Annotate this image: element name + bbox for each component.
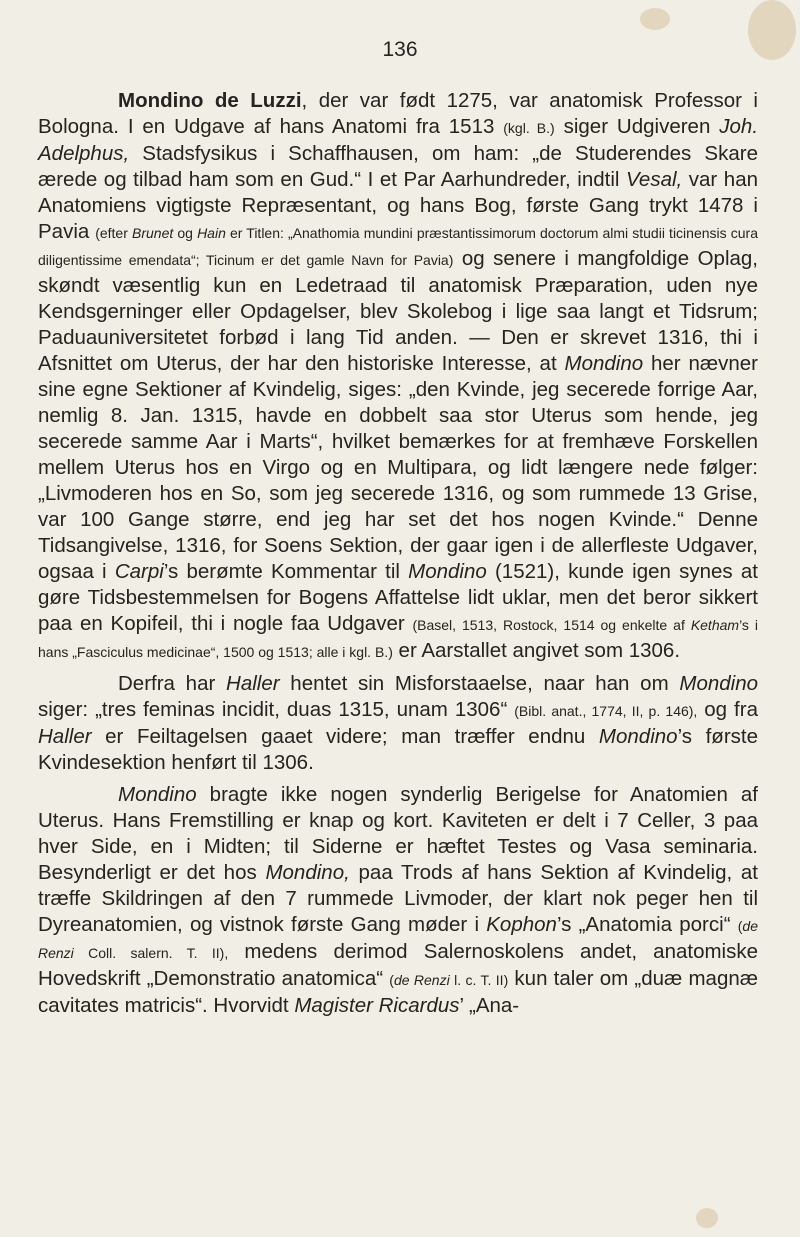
text-run: (1521), kunde igen synes at gøre Tidsbestemmelsen for Bogens Affattelse lidt uklar, men det beror sikkert paa en Kopifeil, thi i nogle faa Udgaver: [38, 560, 758, 635]
text-run: Hain: [197, 225, 226, 241]
text-run: de Renzi: [38, 918, 758, 961]
text-run: og fra: [697, 698, 758, 721]
text-run: (Basel, 1513, Rostock, 1514 og enkelte af: [412, 617, 691, 633]
text-run: siger Udgiveren: [554, 115, 720, 138]
text-run: , der var født 1275, var anatomisk Professor i Bologna. I en Udgave af hans Anatomi fra 1513: [38, 89, 758, 138]
paper-stain-bottom: [696, 1208, 718, 1228]
text-run: Mondino: [679, 672, 759, 695]
text-run: Haller: [38, 725, 92, 748]
text-run: Brunet: [132, 225, 174, 241]
text-run: (: [389, 972, 394, 988]
text-run: paa Trods af hans Sektion af Kvindelig, at træffe Skildringen af den 7 rummede Livmoder, der klart nok peger hen til Dyreanatomien, og vistnok første Gang møder i: [38, 861, 758, 936]
text-run: (efter: [95, 225, 132, 241]
page-number: 136: [382, 38, 418, 61]
text-run: Coll. salern. T. II),: [73, 945, 229, 961]
text-run: Derfra har: [118, 672, 227, 695]
text-run: Mondino: [598, 725, 678, 748]
text-run: Mondino: [564, 352, 644, 375]
text-run: Magister Ricardus: [294, 994, 460, 1017]
text-run: Mondino: [118, 783, 197, 806]
text-run: Joh. Adelphus,: [38, 115, 759, 165]
text-run: her nævner sine egne Sektioner af Kvindelig, siges: „den Kvinde, jeg secerede forrige Aar, nemlig 8. Jan. 1315, havde en dobbelt saa stor Uterus som hende, jeg secerede samme Aar i Marts“, hvilket bemærkes for at fremhæve Forskellen mellem Uterus hos en Virgo og en Multipara, og lidt længere nede følger: „Livmoderen hos en So, som jeg secerede 1316, og som rummede 13 Grise, var 100 Gange større, end jeg har set det hos nogen Kvinde.“ Denne Tidsangivelse, 1316, for Soens Sektion, der gaar igen i de allerfleste Udgaver, ogsaa i: [38, 352, 758, 583]
paragraph: [38, 88, 758, 665]
text-run: Ketham: [690, 617, 740, 633]
text-run: Kophon: [486, 913, 557, 936]
text-run: Mondino de Luzzi: [118, 89, 302, 112]
text-run: Haller: [226, 672, 280, 695]
text-run: ’s i hans „Fasciculus medicinae“, 1500 og 1513; alle i kgl. B.): [38, 617, 758, 660]
text-run: de Renzi: [393, 972, 450, 988]
text-run: (Bibl. anat., 1774, II, p. 146),: [514, 703, 698, 719]
text-run: er Titlen: „Anathomia mundini præstantissimorum doctorum almi studii ticinensis cura diligentissime emendata“; Ticinum er det gamle Navn for Pavia): [38, 225, 758, 268]
text-run: er Aarstallet angivet som 1306.: [392, 639, 681, 662]
text-run: Stadsfysikus i Schaffhausen, om ham: „de Studerendes Skare ærede og tilbad ham som en Gud.“ I et Par Aarhundreder, indtil: [38, 142, 758, 191]
text-run: (: [737, 918, 743, 934]
text-run: l. c. T. II): [449, 972, 509, 988]
text-run: Carpi: [114, 560, 164, 583]
text-run: og: [173, 225, 198, 241]
text-run: bragte ikke nogen synderlig Berigelse for Anatomien af Uterus. Hans Fremstilling er knap og kort. Kaviteten er delt i 7 Celler, 3 paa hver Side, en i Midten; til Siderne er hæftet Testes og Vasa seminaria. Besynderligt er det hos: [38, 783, 758, 884]
paragraph: [38, 671, 758, 776]
paragraph: [38, 782, 758, 1019]
text-run: Mondino: [408, 560, 487, 583]
text-run: Mondino,: [265, 861, 350, 884]
text-run: og senere i mangfoldige Oplag, skøndt væsentlig kun en Ledetraad til anatomisk Præparation, uden nye Kendsgerninger eller Opdagelser, blev Skolebog i lige saa langt et Tidsrum; Paduauniversitetet forbød i lang Tid anden. — Den er skrevet 1316, thi i Afsnittet om Uterus, der har den historiske Interesse, at: [38, 247, 758, 375]
text-run: var han Anatomiens vigtigste Repræsentant, og hans Bog, første Gang trykt 1478 i Pavia: [38, 168, 758, 243]
text-run: er Feiltagelsen gaaet videre; man træffer endnu: [91, 725, 599, 748]
text-run: Vesal,: [626, 168, 683, 191]
text-run: kun taler om „duæ magnæ cavitates matricis“. Hvorvidt: [38, 967, 758, 1017]
body-text: [38, 88, 758, 1019]
text-run: siger: „tres feminas incidit, duas 1315, unam 1306“: [38, 698, 515, 721]
text-run: ’s „Anatomia porci“: [556, 913, 738, 936]
text-run: medens derimod Salernoskolens andet, anatomiske Hovedskrift „Demonstratio anatomica“: [38, 940, 759, 990]
text-run: hentet sin Misforstaaelse, naar han om: [279, 672, 680, 695]
text-run: ’ „Ana-: [459, 994, 520, 1017]
text-run: (kgl. B.): [503, 120, 555, 136]
text-run: ’s berømte Kommentar til: [163, 560, 409, 583]
text-run: ’s første Kvindesektion henført til 1306.: [38, 725, 758, 774]
paper-stain-top: [640, 8, 670, 30]
